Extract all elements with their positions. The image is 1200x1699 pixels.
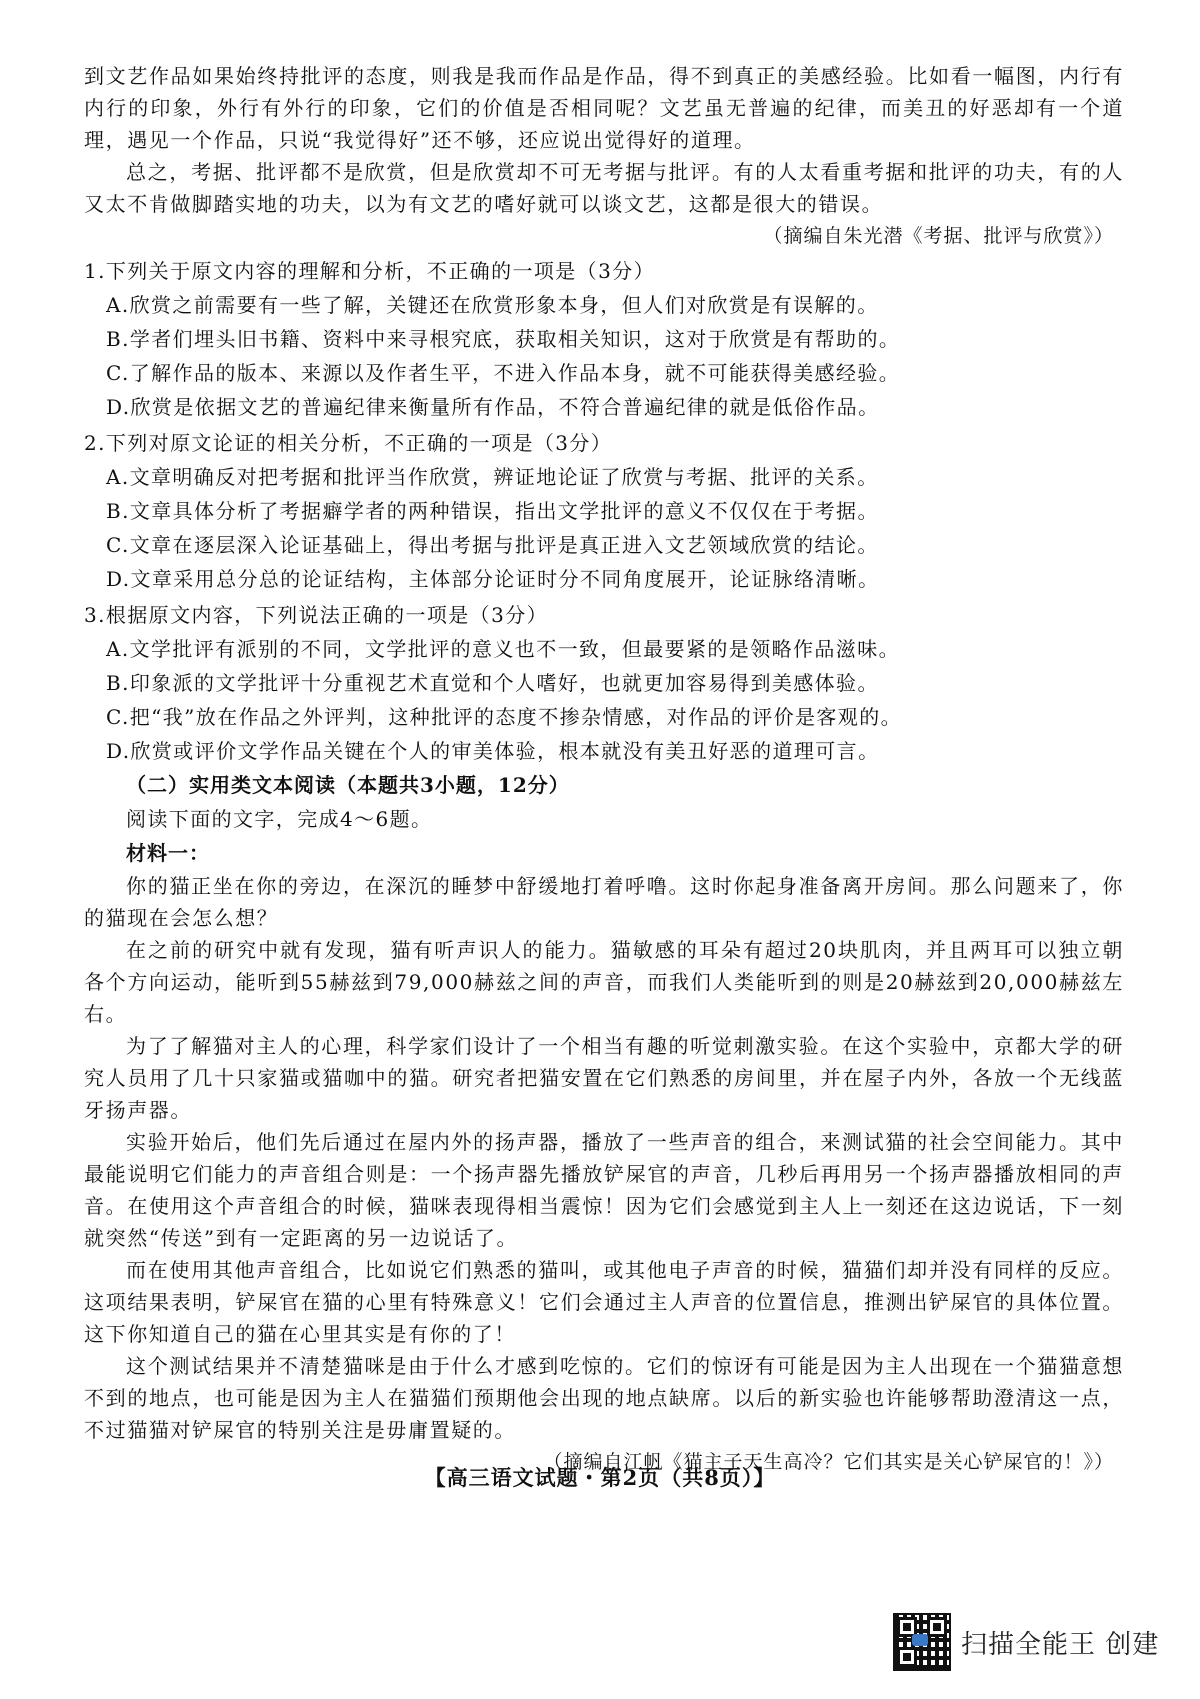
question-stem: 3.根据原文内容，下列说法正确的一项是（3分）: [84, 603, 549, 627]
option-c: C.文章在逐层深入论证基础上，得出考据与批评是真正进入文艺领域欣赏的结论。: [106, 533, 879, 557]
material-paragraph: 为了了解猫对主人的心理，科学家们设计了一个相当有趣的听觉刺激实验。在这个实验中，京都大学的研究人员用了几十只家猫或猫咖中的猫。研究者把猫安置在它们熟悉的房间里，并在屋子内外，各放一个无线蓝牙扬声器。: [84, 1034, 1124, 1122]
material-source: （摘编自江帆《猫主子天生高冷？它们其实是关心铲屎官的！》）: [543, 1451, 1114, 1473]
material-paragraph: 在之前的研究中就有发现，猫有听声识人的能力。猫敏感的耳朵有超过20块肌肉，并且两耳可以独立朝各个方向运动，能听到55赫兹到79,000赫兹之间的声音，而我们人类能听到的则是20赫兹到20,000赫兹左右。: [84, 938, 1124, 1026]
question-3: [84, 598, 1124, 768]
option-b: B.学者们埋头旧书籍、资料中来寻根究底，获取相关知识，这对于欣赏是有帮助的。: [106, 327, 901, 351]
question-2: [84, 426, 1124, 596]
option-c: C.把“我”放在作品之外评判，这种批评的态度不掺杂情感，对作品的评价是客观的。: [106, 705, 902, 729]
option-b: B.文章具体分析了考据癖学者的两种错误，指出文学批评的意义不仅仅在于考据。: [106, 499, 879, 523]
material-paragraph: 这个测试结果并不清楚猫咪是由于什么才感到吃惊的。它们的惊讶有可能是因为主人出现在一个猫猫意想不到的地点，也可能是因为主人在猫猫们预期他会出现的地点缺席。以后的新实验也许能够帮助澄清这一点，不过猫猫对铲屎官的特别关注是毋庸置疑的。: [84, 1354, 1124, 1442]
option-d: D.欣赏是依据文艺的普遍纪律来衡量所有作品，不符合普遍纪律的就是低俗作品。: [106, 395, 880, 419]
material-paragraph: 而在使用其他声音组合，比如说它们熟悉的猫叫，或其他电子声音的时候，猫猫们却并没有同样的反应。这项结果表明，铲屎官在猫的心里有特殊意义！它们会通过主人声音的位置信息，推测出铲屎官的具体位置。这下你知道自己的猫在心里其实是有你的了！: [84, 1258, 1124, 1346]
section-instruction: 阅读下面的文字，完成4～6题。: [126, 807, 433, 831]
qr-code-icon: [893, 1613, 951, 1671]
page-footer: 【高三语文试题・第2页（共8页）】: [424, 1465, 776, 1490]
option-a: A.文章明确反对把考据和批评当作欣赏，辨证地论证了欣赏与考据、批评的关系。: [106, 465, 879, 489]
option-a: A.欣赏之前需要有一些了解，关键还在欣赏形象本身，但人们对欣赏是有误解的。: [106, 293, 879, 317]
watermark-text: 扫描全能王 创建: [961, 1629, 1160, 1660]
option-b: B.印象派的文学批评十分重视艺术直觉和个人嗜好，也就更加容易得到美感体验。: [106, 671, 879, 695]
option-a: A.文学批评有派别的不同，文学批评的意义也不一致，但最要紧的是领略作品滋味。: [106, 637, 900, 661]
question-1: [84, 254, 1124, 424]
section-title: （二）实用类文本阅读（本题共3小题，12分）: [126, 773, 570, 797]
scanner-watermark: [893, 1613, 1159, 1671]
passage-paragraph: 到文艺作品如果始终持批评的态度，则我是我而作品是作品，得不到真正的美感经验。比如看一幅图，内行有内行的印象，外行有外行的印象，它们的价值是否相同呢？文艺虽无普遍的纪律，而美丑的好恶却有一个道理，遇见一个作品，只说“我觉得好”还不够，还应说出觉得好的道理。: [84, 64, 1124, 152]
option-c: C.了解作品的版本、来源以及作者生平，不进入作品本身，就不可能获得美感经验。: [106, 361, 901, 385]
exam-page: [84, 60, 1124, 1478]
passage-paragraph: 总之，考据、批评都不是欣赏，但是欣赏却不可无考据与批评。有的人太看重考据和批评的功夫，有的人又太不肯做脚踏实地的功夫，以为有文艺的嗜好就可以谈文艺，这都是很大的错误。: [84, 160, 1124, 216]
question-stem: 2.下列对原文论证的相关分析，不正确的一项是（3分）: [84, 431, 613, 455]
passage-source: （摘编自朱光潜《考据、批评与欣赏》）: [763, 225, 1114, 247]
material-label: 材料一：: [126, 841, 210, 865]
option-d: D.文章采用总分总的论证结构，主体部分论证时分不同角度展开，论证脉络清晰。: [106, 567, 880, 591]
question-stem: 1.下列关于原文内容的理解和分析，不正确的一项是（3分）: [84, 259, 656, 283]
material-paragraph: 你的猫正坐在你的旁边，在深沉的睡梦中舒缓地打着呼噜。这时你起身准备离开房间。那么问题来了，你的猫现在会怎么想？: [84, 874, 1124, 930]
option-d: D.欣赏或评价文学作品关键在个人的审美体验，根本就没有美丑好恶的道理可言。: [106, 739, 880, 763]
material-paragraph: 实验开始后，他们先后通过在屋内外的扬声器，播放了一些声音的组合，来测试猫的社会空间能力。其中最能说明它们能力的声音组合则是：一个扬声器先播放铲屎官的声音，几秒后再用另一个扬声器播放相同的声音。在使用这个声音组合的时候，猫咪表现得相当震惊！因为它们会感觉到主人上一刻还在这边说话，下一刻就突然“传送”到有一定距离的另一边说话了。: [84, 1130, 1124, 1250]
